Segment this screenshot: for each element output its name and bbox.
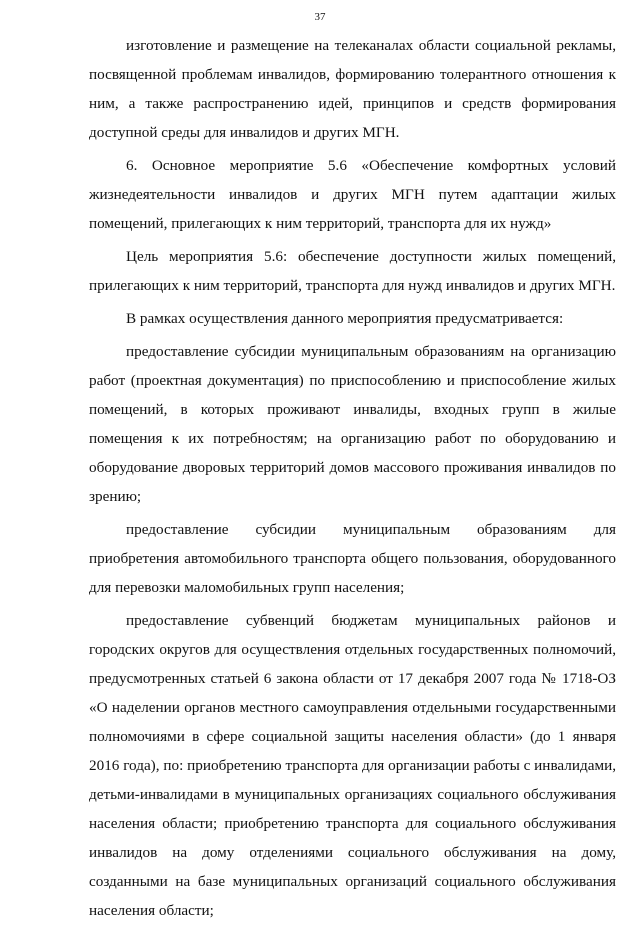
page-number: 37 (314, 11, 326, 23)
paragraph-measure-goal: Цель мероприятия 5.6: обеспечение доступности жилых помещений, прилегающих к ним территорий, транспорта для нужд инвалидов и других МГН. (89, 248, 616, 294)
paragraph-main-measure-5-6: 6. Основное мероприятие 5.6 «Обеспечение комфортных условий жизнедеятельности инвалидов и других МГН путем адаптации жилых помещений, прилегающих к ним территорий, транспорта для их нужд» (89, 157, 616, 232)
paragraph-measure-scope: В рамках осуществления данного мероприятия предусматривается: (126, 310, 564, 327)
paragraph-social-advertising: изготовление и размещение на телеканалах области социальной рекламы, посвященной проблемам инвалидов, формированию толерантного отношения к ним, а также распространению идей, принципов и средств формирования доступной среды для инвалидов и других МГН. (89, 37, 616, 141)
paragraph-housing-subsidy: предоставление субсидии муниципальным образованиям на организацию работ (проектная документация) по приспособлению и приспособление жилых помещений, в которых проживают инвалиды, входных групп в жилые помещения к их потребностям; на организацию работ по оборудованию и оборудование дворовых территорий домов массового проживания инвалидов по зрению; (89, 343, 616, 505)
paragraph-transport-subsidy: предоставление субсидии муниципальным образованиям для приобретения автомобильного транспорта общего пользования, оборудованного для перевозки маломобильных групп населения; (89, 521, 616, 596)
document-body (89, 31, 616, 925)
paragraph-subventions: предоставление субвенций бюджетам муниципальных районов и городских округов для осуществления отдельных государственных полномочий, предусмотренных статьей 6 закона области от 17 декабря 2007 года № 1718-ОЗ «О наделении органов местного самоуправления отдельными государственными полномочиями в сфере социальной защиты населения области» (до 1 января 2016 года), по: приобретению транспорта для организации работы с инвалидами, детьми-инвалидами в муниципальных организациях социального обслуживания населения области; приобретению транспорта для социального обслуживания инвалидов на дому отделениями социального обслуживания на дому, созданными на базе муниципальных организаций социального обслуживания населения области; (89, 612, 616, 919)
